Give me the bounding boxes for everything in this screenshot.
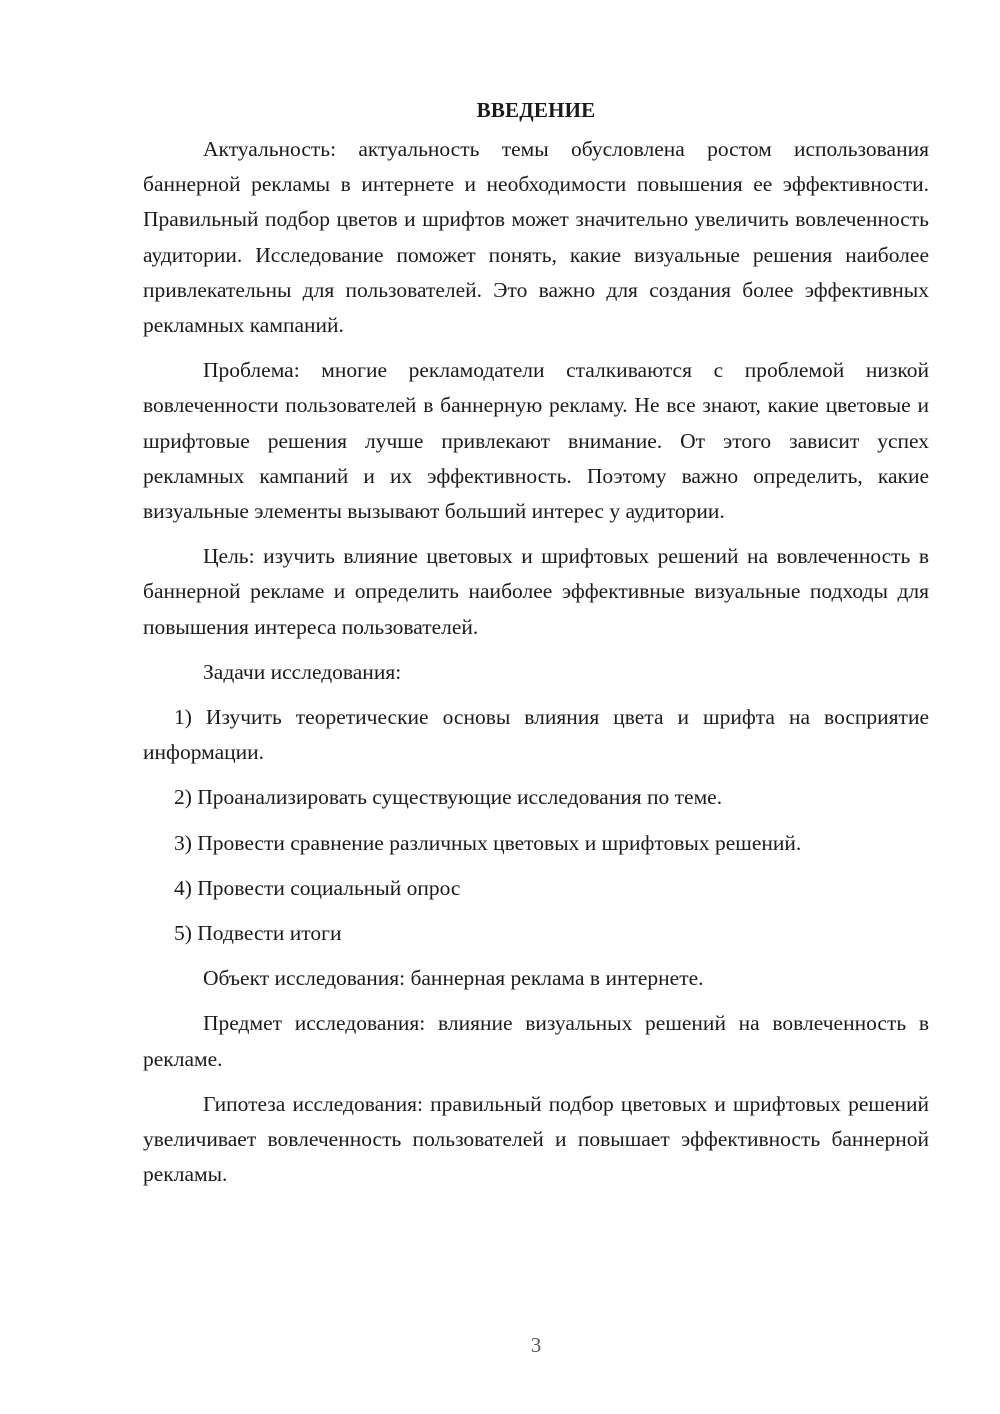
- paragraph-relevance: Актуальность: актуальность темы обусловлена ростом использования баннерной рекламы в интернете и необходимости повышения ее эффективности. Правильный подбор цветов и шрифтов может значительно увеличить вовлеченность аудитории. Исследование поможет понять, какие визуальные решения наиболее привлекательны для пользователей. Это важно для создания более эффективных рекламных кампаний.: [143, 137, 929, 338]
- paragraph-subject: Предмет исследования: влияние визуальных решений на вовлеченность в рекламе.: [143, 1011, 929, 1071]
- task-item-2: 2) Проанализировать существующие исследования по теме.: [174, 785, 723, 810]
- task-item-4: 4) Провести социальный опрос: [174, 875, 461, 900]
- paragraph-object: Объект исследования: баннерная реклама в интернете.: [203, 966, 704, 991]
- page-number: 3: [530, 1333, 542, 1357]
- paragraph-goal: Цель: изучить влияние цветовых и шрифтовых решений на вовлеченность в баннерной рекламе и определить наиболее эффективные визуальные подходы для повышения интереса пользователей.: [143, 544, 929, 639]
- document-page: [143, 92, 929, 1202]
- task-item-5: 5) Подвести итоги: [174, 921, 342, 946]
- page-title: ВВЕДЕНИЕ: [476, 98, 596, 122]
- paragraph-tasks-intro: Задачи исследования:: [203, 659, 402, 684]
- paragraph-hypothesis: Гипотеза исследования: правильный подбор цветовых и шрифтовых решений увеличивает вовлеченность пользователей и повышает эффективность баннерной рекламы.: [143, 1091, 929, 1187]
- task-item-1: 1) Изучить теоретические основы влияния цвета и шрифта на восприятие информации.: [143, 705, 929, 765]
- task-item-3: 3) Провести сравнение различных цветовых и шрифтовых решений.: [174, 830, 802, 855]
- paragraph-problem: Проблема: многие рекламодатели сталкиваются с проблемой низкой вовлеченности пользователей в баннерную рекламу. Не все знают, какие цветовые и шрифтовые решения лучше привлекают внимание. От этого зависит успех рекламных кампаний и их эффективность. Поэтому важно определить, какие визуальные элементы вызывают больший интерес у аудитории.: [143, 358, 929, 524]
